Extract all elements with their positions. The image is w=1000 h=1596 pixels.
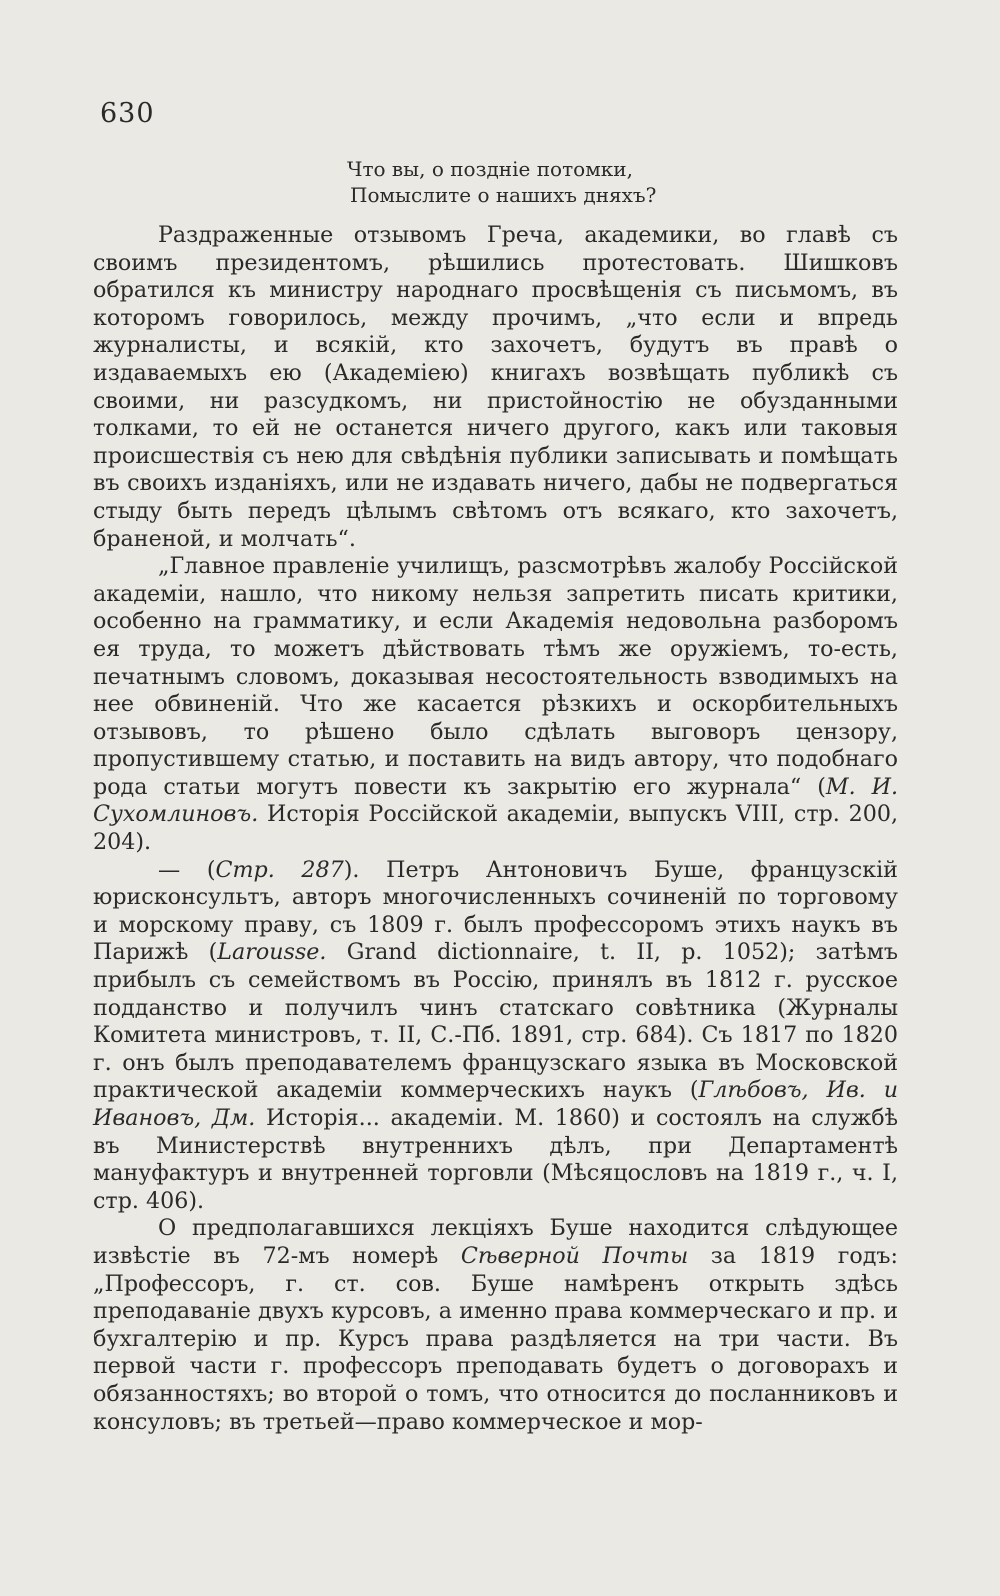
body-text	[93, 222, 898, 1436]
paragraph-3-authors: Глѣбовъ, Ив. и Ивановъ, Дм.	[93, 1077, 898, 1131]
paragraph-3-text-c: Исторія... академіи. М. 1860) и состоялъ на службѣ въ Министерствѣ внутреннихъ дѣлъ, при Департаментѣ мануфактуръ и внутренней торговли (Мѣсяцословъ на 1819 г., ч. I, стр. 406).	[93, 1105, 898, 1214]
epigraph-line-2: Помыслите о нашихъ дняхъ?	[350, 183, 657, 207]
paragraph-1-text: Раздраженные отзывомъ Греча, академики, во главѣ съ своимъ президентомъ, рѣшились протестовать. Шишковъ обратился къ министру народнаго просвѣщенія съ письмомъ, въ которомъ говорилось, между прочимъ, „что если и впредь журналисты, и всякій, кто захочетъ, будутъ въ правѣ о издаваемыхъ ею (Академіею) книгахъ возвѣщать публикѣ съ своими, ни разсудкомъ, ни пристойностію не обузданными толками, то ей не останется ничего другого, какъ или таковыя происшествія съ нею для свѣдѣнія публики записывать и помѣщать въ своихъ изданіяхъ, или не издавать ничего, дабы не подвергаться стыду быть передъ цѣлымъ свѣтомъ отъ всякаго, кто захочетъ, браненой, и молчать“.	[93, 222, 898, 552]
paragraph-4-text-b: за 1819 годъ: „Профессоръ, г. ст. сов. Буше намѣренъ открыть здѣсь преподаваніе двухъ курсовъ, а именно права коммерческаго и пр. и бухгалтерію и пр. Курсъ права раздѣляется на три части. Въ первой части г. профессоръ преподавать будетъ о договорахъ и обязанностяхъ; во второй о томъ, что относится до посланниковъ и консуловъ; въ третьей—право коммерческое и мор-	[93, 1242, 898, 1435]
paragraph-2-text-a: „Главное правленіе училищъ, разсмотрѣвъ жалобу Россійской академіи, нашло, что никому нельзя запретить писать критики, особенно на грамматику, и если Академія недовольна разборомъ ея труда, то можетъ дѣйствовать тѣмъ же оружіемъ, то-есть, печатнымъ словомъ, доказывая несостоятельность взводимыхъ на нее обвиненій. Что же касается рѣзкихъ и оскорбительныхъ отзывовъ, то рѣшено было сдѣлать выговоръ цензору, пропустившему статью, и поставить на видъ автору, что подобнаго рода статьи могутъ повести къ закрытію его журнала“ (	[93, 553, 898, 800]
paragraph-4	[93, 1215, 898, 1436]
paragraph-3-larousse: Larousse.	[217, 939, 327, 966]
paragraph-3-dash: — (	[158, 856, 216, 883]
paragraph-2-author: М. И. Сухомлиновъ.	[93, 773, 898, 828]
epigraph-line-1: Что вы, о поздніе потомки,	[347, 157, 633, 181]
paragraph-3-page-ref: Стр. 287	[215, 856, 344, 883]
paragraph-2-text-b: Исторія Россійской академіи, выпускъ VIII, стр. 200, 204).	[93, 801, 898, 856]
paragraph-4-text-a: О предполагавшихся лекціяхъ Буше находится слѣдующее извѣстіе въ 72-мъ номерѣ	[93, 1215, 898, 1269]
paragraph-3-text-b: Grand dictionnaire, t. II, p. 1052); затѣмъ прибылъ съ семействомъ въ Россію, принялъ въ 1812 г. русское подданство и получилъ чинъ статскаго совѣтника (Журналы Комитета министровъ, т. II, С.-Пб. 1891, стр. 684). Съ 1817 по 1820 г. онъ былъ преподавателемъ французскаго языка въ Московской практической академіи коммерческихъ наукъ (	[93, 939, 898, 1104]
paragraph-1	[93, 222, 898, 553]
paragraph-3	[93, 857, 898, 1216]
paragraph-4-journal: Сѣверной Почты	[460, 1242, 689, 1269]
paragraph-2	[93, 553, 898, 857]
paragraph-3-text-a: ). Петръ Антоновичъ Буше, французскій юрисконсультъ, авторъ многочисленныхъ сочиненій по торговому и морскому праву, съ 1809 г. былъ профессоромъ этихъ наукъ въ Парижѣ (	[93, 856, 898, 966]
page-number: 630	[100, 98, 155, 129]
